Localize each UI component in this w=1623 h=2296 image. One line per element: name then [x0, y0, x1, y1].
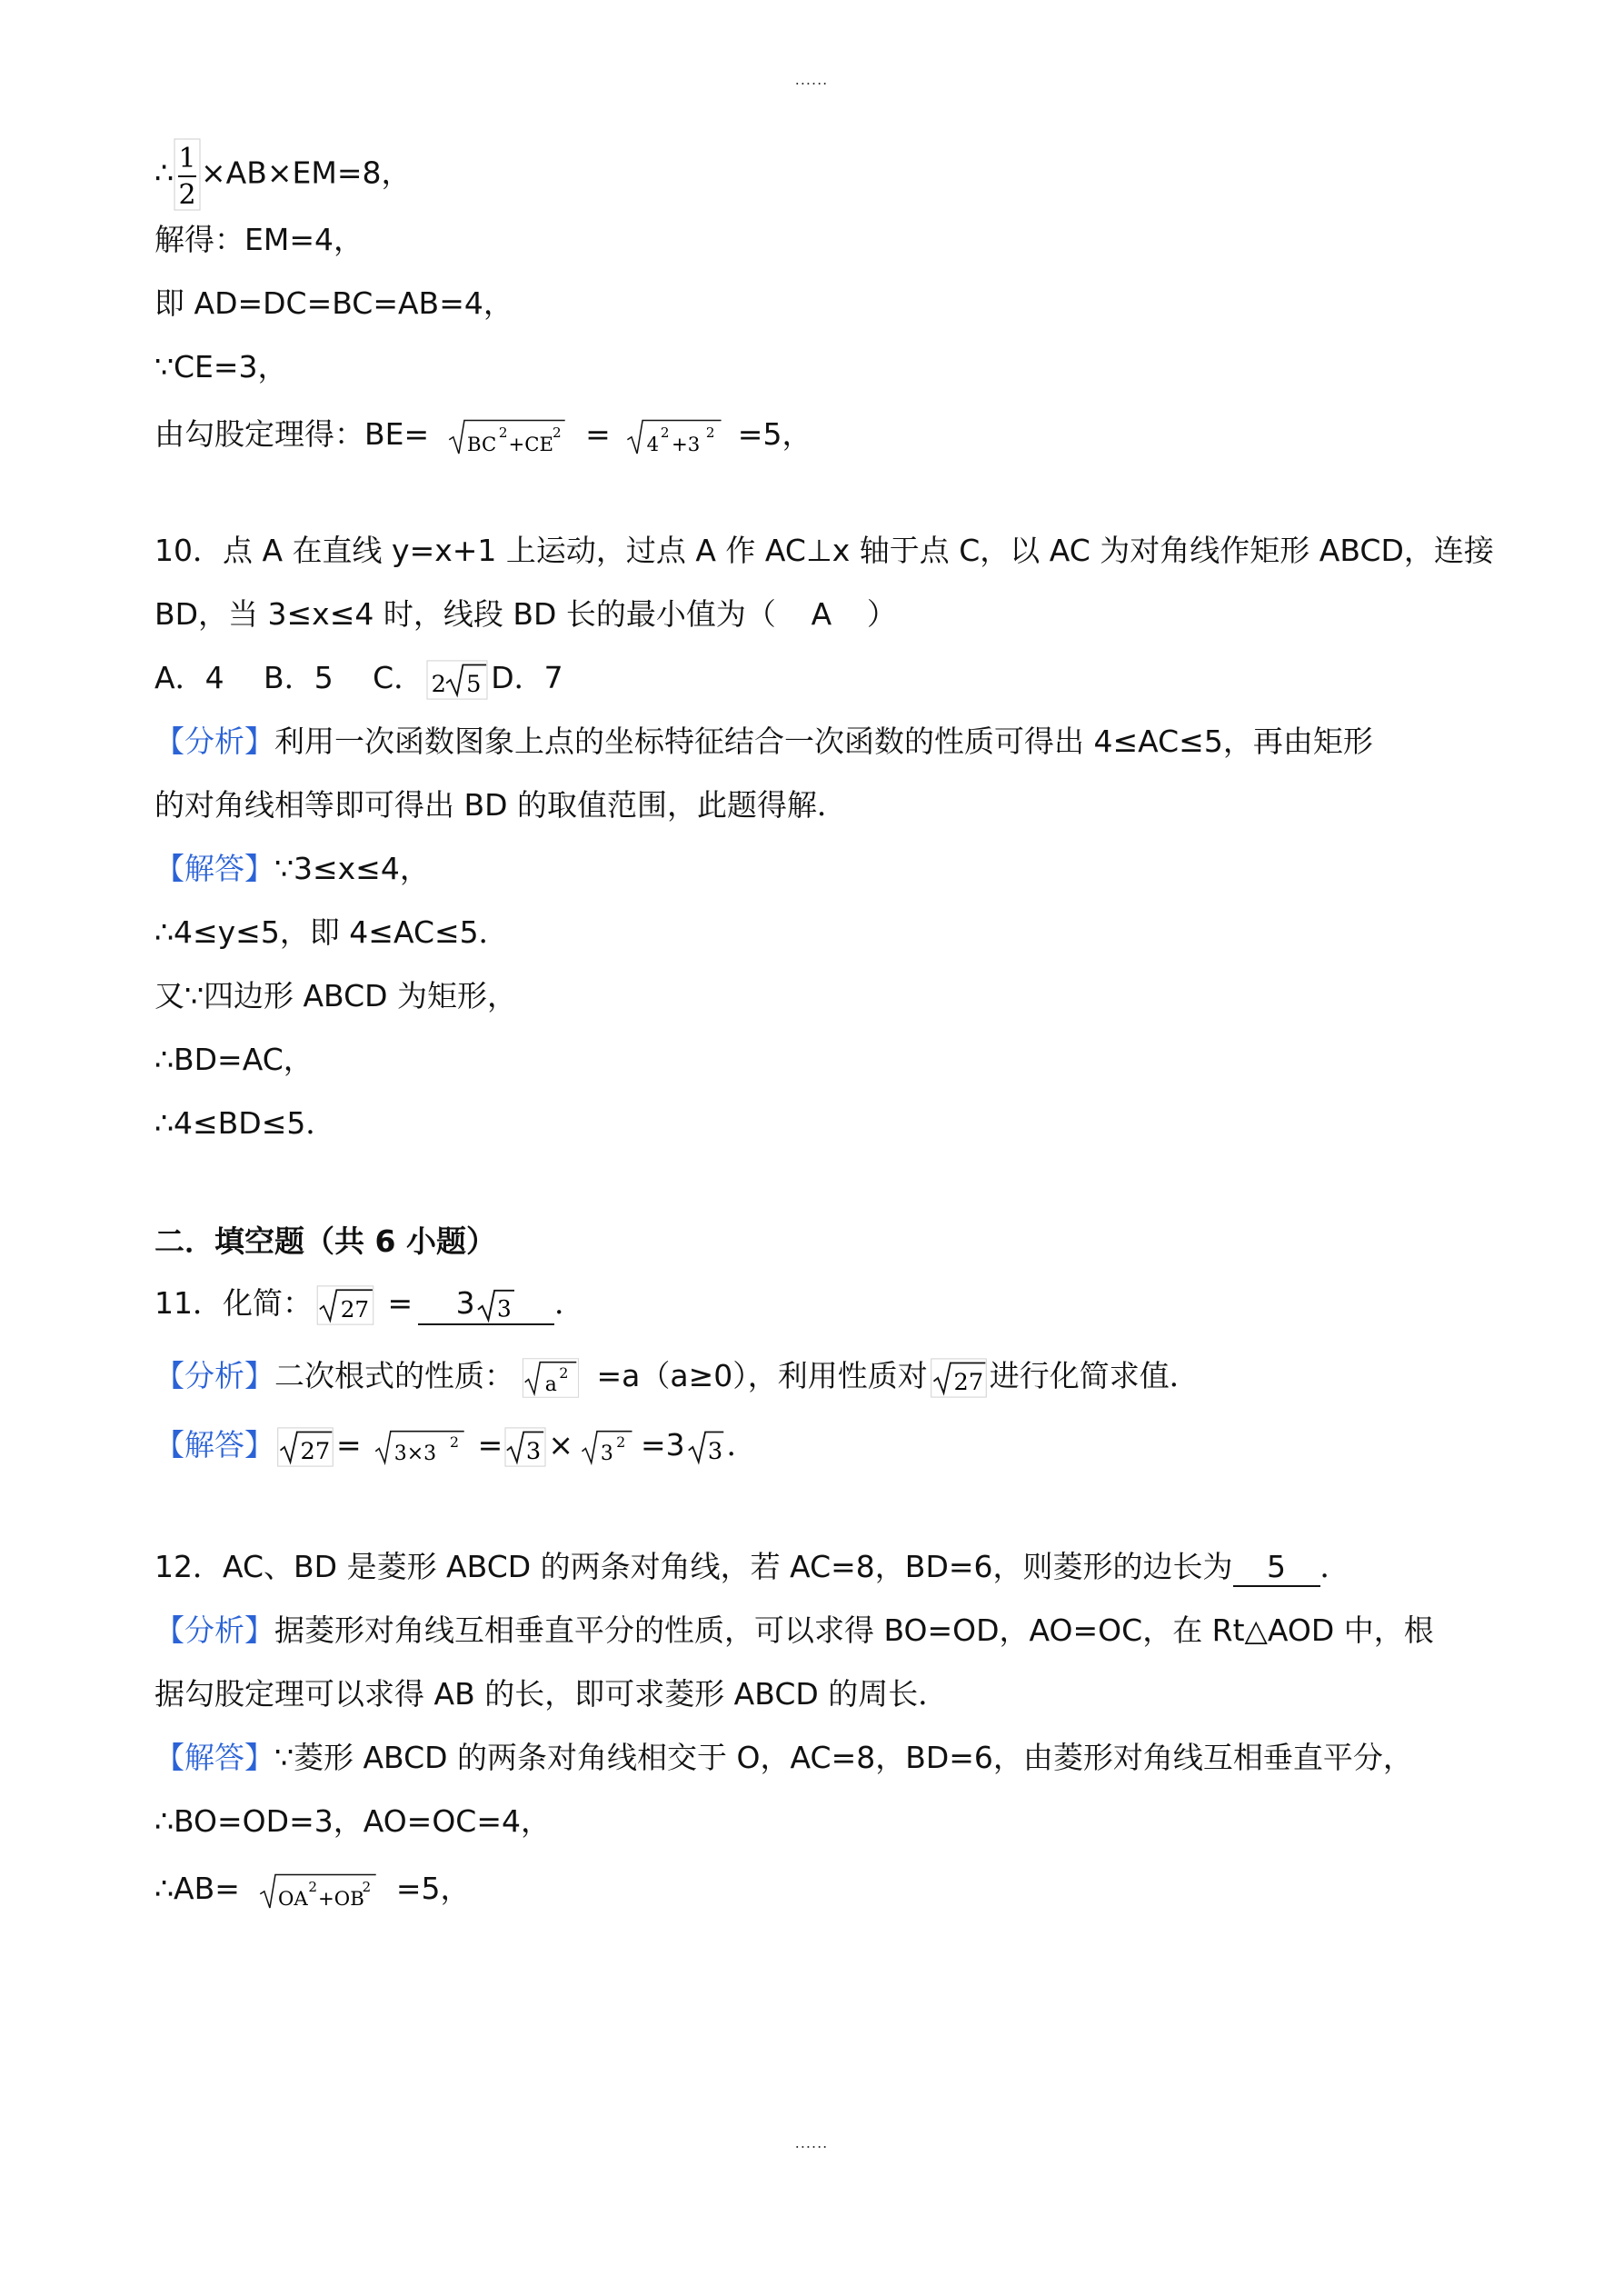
q10-options — [154, 656, 563, 700]
q11-answer-coef: 3 — [455, 1285, 475, 1321]
q12-stem — [154, 1545, 1350, 1589]
formula-exp: 2 — [499, 424, 508, 441]
section-2-title: 二．填空题（共 6 小题） — [154, 1223, 496, 1259]
formula-base: 3 — [600, 1442, 613, 1465]
times-sign: × — [548, 1427, 573, 1462]
equals-sign: =3 — [640, 1427, 685, 1462]
q10-solution-line-5: ∴4≤BD≤5． — [154, 1105, 336, 1141]
q12-solution-line-2: ∴BO=OD=3，AO=OC=4， — [154, 1803, 551, 1839]
formula-oa: OA — [277, 1887, 308, 1911]
q11-solution — [154, 1423, 757, 1467]
formula-exp: 2 — [616, 1433, 626, 1451]
formula-exp: 2 — [660, 424, 670, 441]
sqrt-3-formula — [685, 1427, 727, 1467]
sqrt-3x3-squared — [362, 1427, 478, 1467]
q11-answer-sqrt — [475, 1287, 517, 1323]
fraction-numerator: 1 — [178, 143, 196, 175]
formula-four: 4 — [646, 433, 659, 456]
q10-stem-line-1: 10．点 A 在直线 y=x+1 上运动，过点 A 作 AC⊥x 轴于点 C，以 AC 为对角线作矩形 ABCD，连接 — [154, 533, 1494, 568]
formula-three: +3 — [671, 433, 701, 456]
formula-ce: +CE — [508, 433, 554, 456]
q10-solution-line-2: ∴4≤y≤5，即 4≤AC≤5． — [154, 914, 509, 950]
page-footer-dots: ...... — [794, 2134, 829, 2151]
fraction-one-half — [174, 138, 201, 211]
q12-solution-line-1 — [154, 1736, 1413, 1780]
q9-result: =5， — [737, 416, 812, 452]
q9-line-1 — [154, 138, 412, 211]
q12-analysis-line-2: 据勾股定理可以求得 AB 的长，即可求菱形 ABCD 的周长． — [154, 1676, 949, 1712]
formula-exp: 2 — [559, 1363, 569, 1382]
formula-base: 3×3 — [393, 1442, 436, 1465]
q10-options-a-b-c: A．4 B．5 C． — [154, 660, 424, 695]
formula-coef: 2 — [431, 670, 447, 698]
q11-stem-text: 11．化简： — [154, 1285, 313, 1321]
analysis-text: 进行化简求值． — [989, 1358, 1200, 1393]
solution-text: ∵3≤x≤4， — [274, 851, 430, 886]
formula-base: a — [544, 1373, 557, 1396]
q10-solution-line-4: ∴BD=AC， — [154, 1042, 314, 1077]
q9-line-5-text: 由勾股定理得：BE= — [154, 416, 430, 452]
q9-line-5 — [154, 413, 812, 456]
sqrt-a-squared — [514, 1358, 587, 1398]
q10-solution-line-1 — [154, 847, 430, 891]
analysis-text: =a（a≥0），利用性质对 — [587, 1358, 928, 1393]
solution-tag: 【解答】 — [154, 1740, 274, 1775]
q10-solution-line-3: 又∵四边形 ABCD 为矩形， — [154, 978, 518, 1013]
analysis-text: 二次根式的性质： — [274, 1358, 514, 1393]
equals-sign: = — [336, 1427, 362, 1462]
sqrt-27-formula — [313, 1285, 378, 1325]
formula-exp: 2 — [705, 424, 715, 441]
solution-text: ∵菱形 ABCD 的两条对角线相交于 O，AC=8，BD=6，由菱形对角线互相垂直平分， — [274, 1740, 1413, 1775]
therefore-symbol: ∴ — [154, 155, 174, 191]
solution-text: ∴AB= — [154, 1871, 240, 1906]
formula-radicand: 3 — [526, 1437, 542, 1465]
sqrt-27-formula — [274, 1427, 336, 1467]
q10-stem-close: ） — [866, 596, 897, 632]
solution-tag: 【解答】 — [154, 1427, 274, 1462]
page-header-dots: ...... — [794, 71, 829, 88]
formula-exp: 2 — [308, 1878, 317, 1895]
q12-analysis-line-1 — [154, 1609, 1434, 1652]
solution-tag: 【解答】 — [154, 851, 274, 886]
period: ． — [726, 1427, 757, 1462]
q10-analysis-line-1 — [154, 720, 1373, 764]
q11-answer-blank — [418, 1285, 554, 1325]
q10-stem-text: BD，当 3≤x≤4 时，线段 BD 长的最小值为（ — [154, 596, 776, 632]
q12-result: =5， — [395, 1871, 471, 1906]
q11-period: ． — [554, 1285, 585, 1321]
q11-analysis — [154, 1354, 1200, 1398]
formula-exp: 2 — [449, 1433, 459, 1451]
q12-answer: 5 — [1233, 1549, 1320, 1587]
q9-line-1-text: ×AB×EM=8， — [201, 155, 412, 191]
sqrt-oa-ob-formula — [240, 1871, 396, 1911]
sqrt-3-squared — [573, 1427, 641, 1467]
sqrt-4-3-formula — [611, 416, 738, 456]
analysis-tag: 【分析】 — [154, 1612, 274, 1648]
formula-bc: BC — [467, 433, 497, 456]
formula-exp: 2 — [553, 424, 562, 441]
q9-line-3: 即 AD=DC=BC=AB=4， — [154, 285, 513, 321]
analysis-tag: 【分析】 — [154, 724, 274, 759]
equals-sign: = — [477, 1427, 503, 1462]
q9-line-2: 解得：EM=4， — [154, 222, 363, 257]
analysis-text: 利用一次函数图象上点的坐标特征结合一次函数的性质可得出 4≤AC≤5，再由矩形 — [274, 724, 1373, 759]
q9-line-4: ∵CE=3， — [154, 349, 288, 384]
fraction-denominator: 2 — [178, 179, 196, 211]
sqrt-bc-ce-formula — [429, 416, 585, 456]
sqrt-3-formula — [503, 1427, 548, 1467]
q10-option-d: D．7 — [491, 660, 563, 695]
q12-stem-text: 12．AC、BD 是菱形 ABCD 的两条对角线，若 AC=8，BD=6，则菱形的边长为 — [154, 1549, 1233, 1584]
formula-radicand: 27 — [340, 1295, 370, 1323]
equals-sign: = — [378, 1285, 413, 1321]
analysis-text: 据菱形对角线互相垂直平分的性质，可以求得 BO=OD，AO=OC，在 Rt△AOD 中，根 — [274, 1612, 1434, 1648]
period: ． — [1319, 1549, 1350, 1584]
formula-exp: 2 — [362, 1878, 372, 1895]
sqrt-two-root-five — [423, 660, 491, 700]
q12-solution-line-3 — [154, 1867, 471, 1911]
q10-stem-line-2 — [154, 593, 897, 636]
formula-radicand: 3 — [496, 1294, 512, 1322]
formula-radicand: 3 — [707, 1437, 722, 1465]
q10-analysis-line-2: 的对角线相等即可得出 BD 的取值范围，此题得解． — [154, 787, 848, 823]
formula-radicand: 27 — [953, 1368, 983, 1396]
analysis-tag: 【分析】 — [154, 1358, 274, 1393]
formula-ob: +OB — [317, 1887, 364, 1911]
equals-sign: = — [585, 416, 611, 452]
formula-radicand: 5 — [466, 670, 482, 698]
formula-radicand: 27 — [300, 1437, 331, 1465]
sqrt-27-formula — [928, 1358, 990, 1398]
q11-stem — [154, 1282, 584, 1325]
q10-answer: A — [811, 596, 832, 632]
